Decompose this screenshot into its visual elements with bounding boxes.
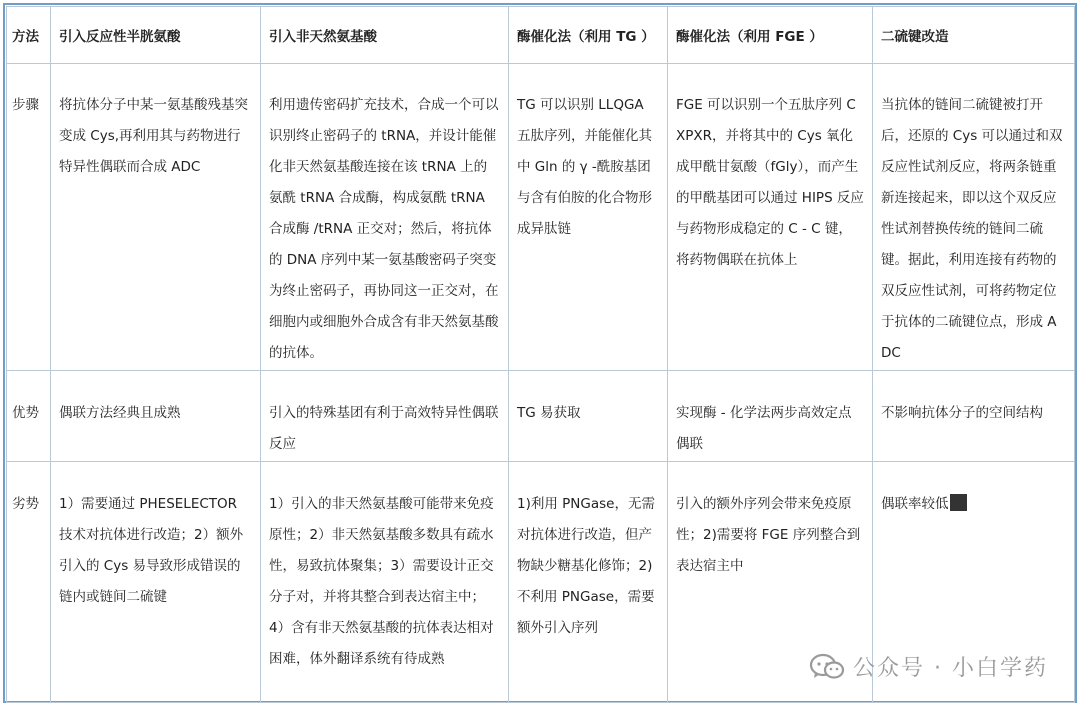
- table-row-steps: [7, 64, 1075, 371]
- watermark: [809, 651, 1048, 682]
- header-cell-fge: 酶催化法（利用 FGE ）: [668, 7, 873, 64]
- table-cell: TG 可以识别 LLQGA 五肽序列，并能催化其中 Gln 的 γ -酰胺基团与含有伯胺的化合物形成异肽链: [509, 64, 668, 371]
- watermark-text: 公众号 · 小白学药: [853, 656, 1048, 681]
- wechat-icon: [809, 653, 845, 681]
- table-cell: 1）引入的非天然氨基酸可能带来免疫原性；2）非天然氨基酸多数具有疏水性，易致抗体聚集；3）需要设计正交分子对，并将其整合到表达宿主中；4）含有非天然氨基酸的抗体表达相对困难，体外翻译系统有待成熟: [261, 462, 509, 703]
- table-cell: 当抗体的链间二硫键被打开后，还原的 Cys 可以通过和双反应性试剂反应，将两条链重新连接起来，即以这个双反应性试剂替换传统的链间二硫键。据此，利用连接有药物的双反应性试剂，可将药物定位于抗体的二硫键位点，形成 ADC: [873, 64, 1075, 371]
- table-cell: FGE 可以识别一个五肽序列 CXPXR，并将其中的 Cys 氧化成甲酰甘氨酸（fGly），而产生的甲酰基团可以通过 HIPS 反应与药物形成稳定的 C - C 键，将药物偶联在抗体上: [668, 64, 873, 371]
- table-row-advantages: [7, 371, 1075, 462]
- header-cell-unnatural-aa: 引入非天然氨基酸: [261, 7, 509, 64]
- cell-text: 偶联率较低: [881, 496, 949, 512]
- table-cell: 将抗体分子中某一氨基酸残基突变成 Cys,再利用其与药物进行特异性偶联而合成 ADC: [51, 64, 261, 371]
- header-cell-disulfide: 二硫键改造: [873, 7, 1075, 64]
- table-cell: TG 易获取: [509, 371, 668, 462]
- header-cell-method: 方法: [7, 7, 51, 64]
- header-row: [7, 7, 1075, 64]
- text-cursor: [950, 494, 967, 511]
- header-cell-tg: 酶催化法（利用 TG ）: [509, 7, 668, 64]
- table-cell: 引入的额外序列会带来免疫原性；2)需要将 FGE 序列整合到表达宿主中: [668, 462, 873, 703]
- table-cell: 1)利用 PNGase，无需对抗体进行改造，但产物缺少糖基化修饰；2)不利用 PNGase，需要额外引入序列: [509, 462, 668, 703]
- header-cell-cysteine: 引入反应性半胱氨酸: [51, 7, 261, 64]
- row-label: 优势: [7, 371, 51, 462]
- table-cell: 偶联方法经典且成熟: [51, 371, 261, 462]
- table-cell: 1）需要通过 PHESELECTOR 技术对抗体进行改造；2）额外引入的 Cys 易导致形成错误的链内或链间二硫键: [51, 462, 261, 703]
- table-cell: 引入的特殊基团有利于高效特异性偶联反应: [261, 371, 509, 462]
- row-label: 劣势: [7, 462, 51, 703]
- comparison-table: [6, 6, 1075, 703]
- table-cell: 实现酶 - 化学法两步高效定点偶联: [668, 371, 873, 462]
- row-label: 步骤: [7, 64, 51, 371]
- table-cell: 不影响抗体分子的空间结构: [873, 371, 1075, 462]
- table-cell: 利用遗传密码扩充技术，合成一个可以识别终止密码子的 tRNA，并设计能催化非天然氨基酸连接在该 tRNA 上的氨酰 tRNA 合成酶，构成氨酰 tRNA 合成酶 /tRNA 正交对；然后，将抗体的 DNA 序列中某一氨基酸密码子突变为终止密码子，再协同这一正交对，在细胞内或细胞外合成含有非天然氨基酸的抗体。: [261, 64, 509, 371]
